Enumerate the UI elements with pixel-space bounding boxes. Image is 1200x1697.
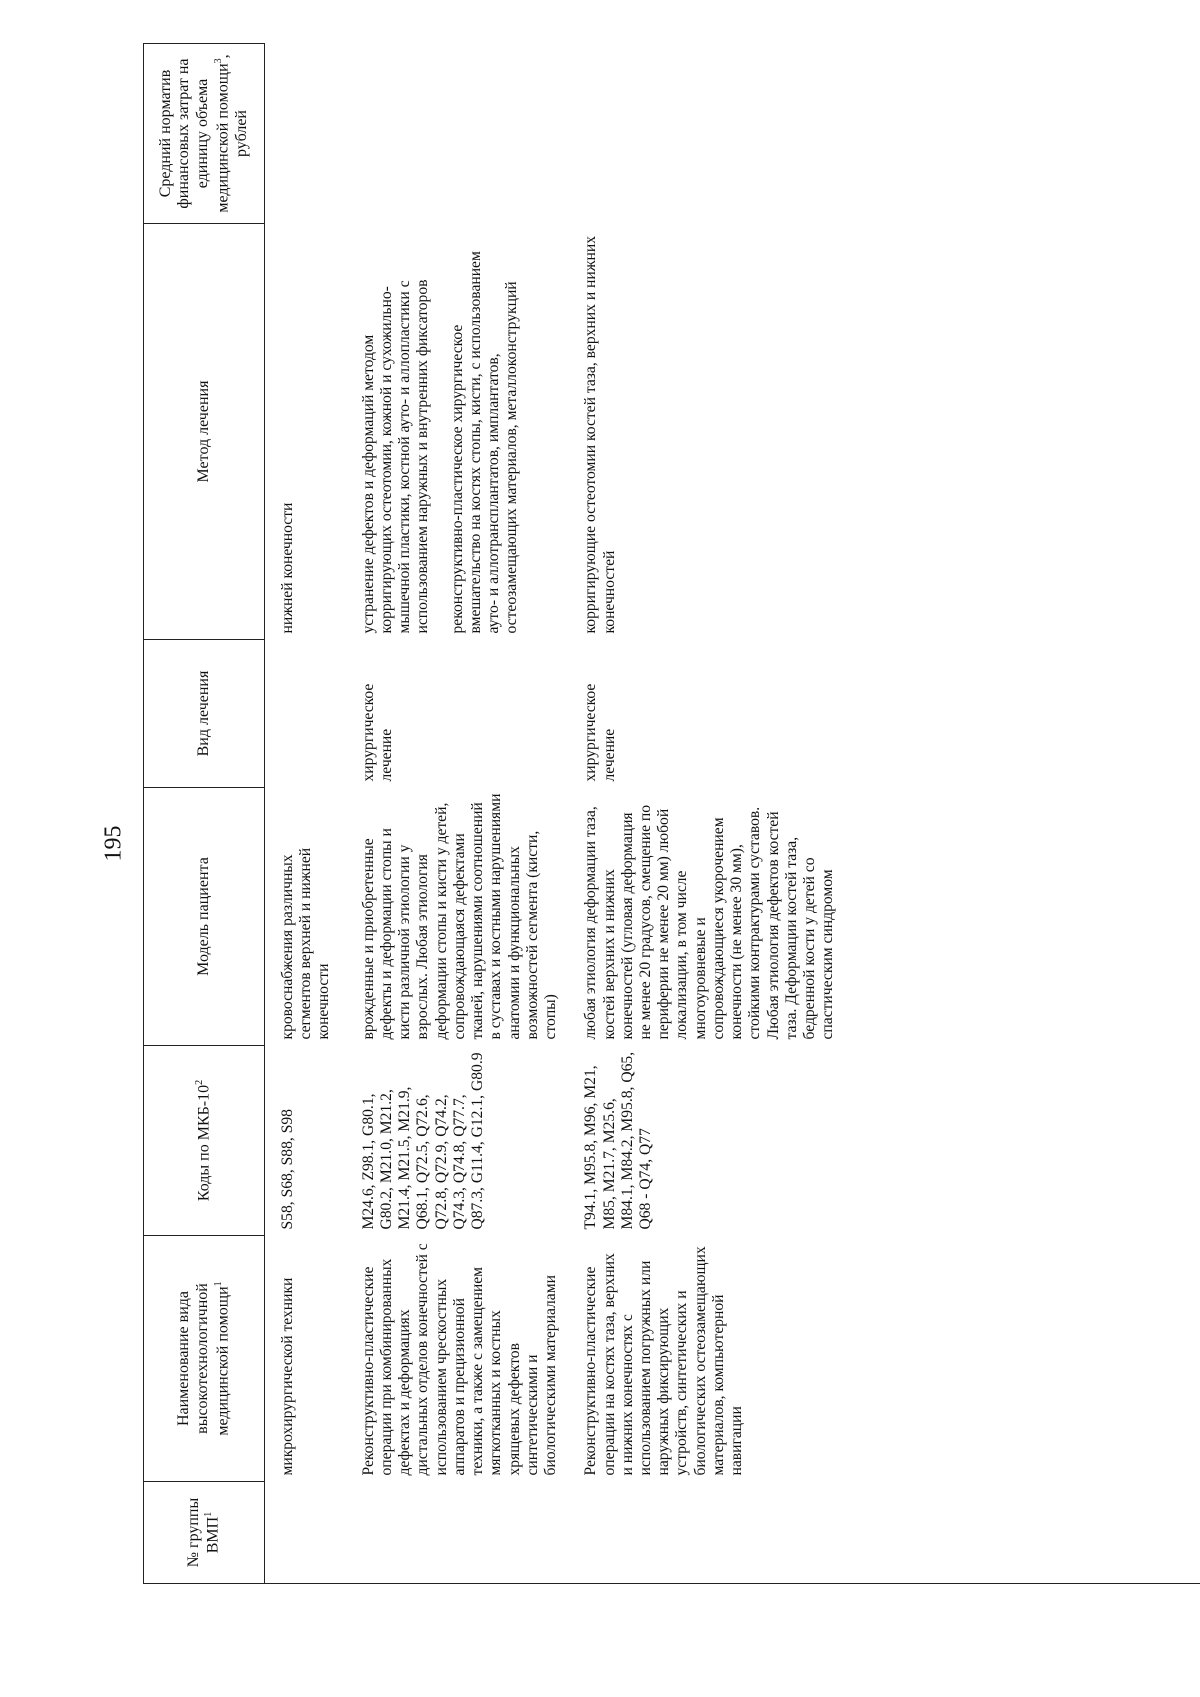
cell-patient-model: любая этиология деформации таза, костей верхних и нижних конечностей (угловая деформация не менее 20 градусов, смещение по периферии не менее 20 мм) любой локализации, в том числе многоуровневые и сопровождающиеся укорочением конечности (не менее 30 мм), стойкими контрактурами суставов. Любая этиология дефектов костей таза. Деформации костей таза, бедренной кости у детей со спастическим синдромом bbox=[582, 804, 837, 1040]
treatment-table bbox=[143, 43, 838, 1584]
cell-treatment-kind: хирургическое лечение bbox=[359, 683, 395, 782]
cell-care-type-name: микрохирургической техники bbox=[279, 1277, 296, 1476]
table-row bbox=[265, 44, 338, 1584]
cell-treatment-method bbox=[265, 224, 338, 640]
cell-average-cost bbox=[265, 44, 338, 224]
header-icd-codes: Коды по МКБ-$10^2$ bbox=[144, 1046, 265, 1236]
cell-patient-model: врожденные и приобретенные дефекты и деформации стопы и кисти различной этиологии у взрослых. Любая этиология деформации стопы и кисти у детей, сопровождающаяся дефектами тканей, нарушениями соотношений в суставах и костными нарушениями анатомии и функциональных возможностей сегмента (кисти, стопы) bbox=[359, 793, 560, 1040]
header-group-number: № группы ВМП$^1$ bbox=[144, 1482, 265, 1584]
cell-treatment-kind bbox=[265, 640, 338, 788]
cell-group-number bbox=[265, 1482, 338, 1584]
cell-care-type-name: Реконструктивно-пластические операции при комбинированных дефектах и деформациях дистальных отделов конечностей с использованием чрескостных аппаратов и прецизионной техники, а также с замещением мягкотканных и костных хрящевых дефектов синтетическими и биологическими материалами bbox=[359, 1243, 560, 1476]
cell-icd-codes: M24.6, Z98.1, G80.1, G80.2, M21.0, M21.2, M21.4, M21.5, M21.9, Q68.1, Q72.5, Q72.6, Q72.8, Q72.9, Q74.2, Q74.3, Q74.8, Q77.7, Q87.3, G11.4, G12.1, G80.9 bbox=[359, 1052, 487, 1230]
header-average-cost: Средний норматив финансовых затрат на единицу объема медицинской помощи$^3$, рублей bbox=[144, 44, 265, 224]
header-treatment-method: Метод лечения bbox=[144, 224, 265, 640]
table-header bbox=[144, 44, 265, 1584]
table-row bbox=[560, 44, 837, 1584]
rotated-table-sheet bbox=[143, 44, 1200, 1584]
cell-group-number bbox=[560, 1482, 837, 1584]
cell-icd-codes: S58, S68, S88, S98 bbox=[279, 1109, 296, 1230]
method-item: корригирующие остеотомии костей таза, верхних и нижних конечностей bbox=[582, 235, 618, 634]
method-item: устранение дефектов и деформаций методом корригирующих остеотомии, кожной и сухожильно-мышечной пластики, костной ауто- и аллопластики с использованием наружных и внутренних фиксаторов bbox=[359, 279, 432, 634]
method-item: реконструктивно-пластическое хирургическое вмешательство на костях стопы, кисти, с использованием ауто- и аллотрансплантатов, имплантатов, остеозамещающих материалов, металлоконструкций bbox=[448, 251, 521, 634]
cell-average-cost bbox=[338, 44, 561, 224]
cell-treatment-method bbox=[560, 224, 837, 640]
page-number: 195 bbox=[100, 825, 127, 862]
cell-care-type-name: Реконструктивно-пластические операции на костях таза, верхних и нижних конечностях с использованием погружных или наружных фиксирующих устройств, синтетических и биологических остеозамещающих материалов, компьютерной навигации bbox=[582, 1246, 746, 1476]
header-care-type-name: Наименование вида высокотехнологичной медицинской помощи$^1$ bbox=[144, 1236, 265, 1482]
header-treatment-kind: Вид лечения bbox=[144, 640, 265, 788]
table-row bbox=[338, 44, 561, 1584]
cell-icd-codes: T94.1, M95.8, M96, M21, M85, M21.7, M25.6, M84.1, M84.2, M95.8, Q65, Q68 - Q74, Q77 bbox=[582, 1051, 654, 1230]
cell-treatment-kind: хирургическое лечение bbox=[582, 683, 618, 782]
cell-patient-model: кровоснабжения различных сегментов верхней и нижней конечности bbox=[279, 847, 333, 1040]
cell-group-number bbox=[338, 1482, 561, 1584]
cell-average-cost bbox=[560, 44, 837, 224]
cell-treatment-method bbox=[338, 224, 561, 640]
method-item: нижней конечности bbox=[279, 502, 296, 634]
header-patient-model: Модель пациента bbox=[144, 788, 265, 1046]
